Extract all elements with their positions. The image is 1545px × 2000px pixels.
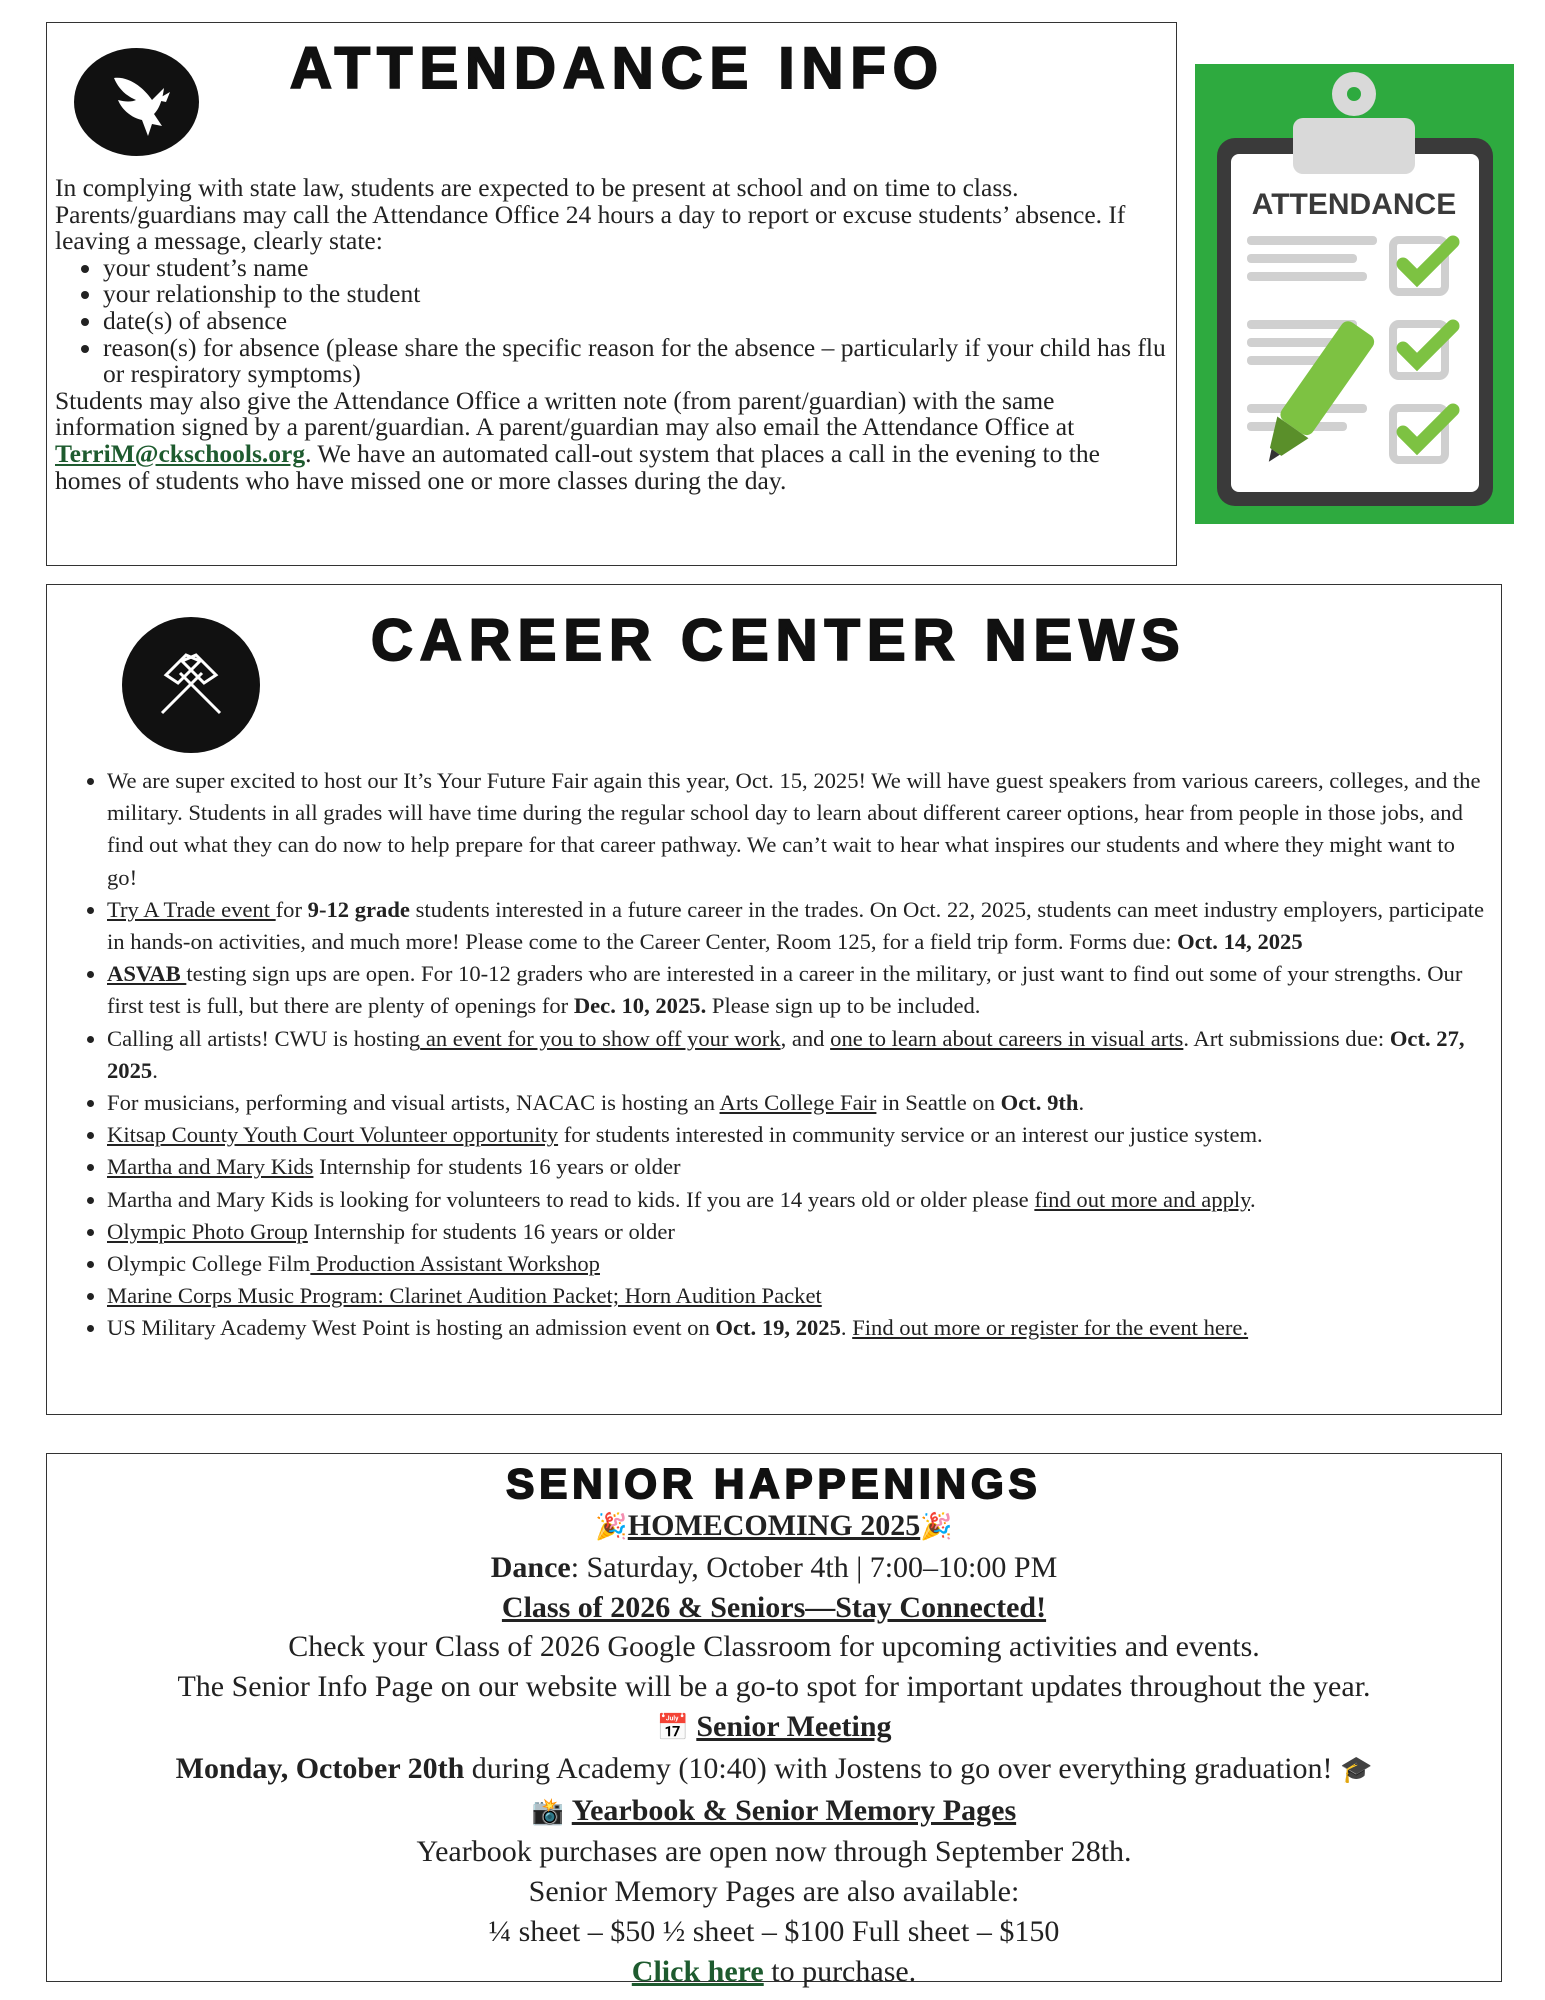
homecoming-title: HOMECOMING 2025 [627, 1509, 921, 1542]
news-text: testing sign ups are open. For 10-12 graders who are interested in a career in the military, or just want to find out some of your strengths. Our first test is full, but there are plenty of openings for [107, 961, 1463, 1019]
eagle-logo-icon [74, 48, 199, 156]
attendance-title: ATTENDANCE INFO [290, 36, 945, 101]
list-item: • your student’s name [103, 255, 1170, 282]
senior-title: SENIOR HAPPENINGS [506, 1460, 1042, 1507]
news-link[interactable]: Olympic Photo Group [107, 1218, 308, 1244]
news-link[interactable]: Kitsap County Youth Court Volunteer opportunity [107, 1122, 559, 1148]
news-text: Olympic College Film [107, 1251, 311, 1277]
career-news-item [107, 1312, 1487, 1344]
news-text: Oct. 19, 2025 [715, 1315, 841, 1341]
meeting-line [47, 1749, 1501, 1791]
career-news-item [107, 1119, 1487, 1151]
party-popper-icon: 🎉 [920, 1512, 953, 1542]
outro-text: . We have an automated call-out system that places a call in the evening to the homes of students who have missed one or more classes during the day. [55, 438, 1100, 495]
clipboard-label: ATTENDANCE [1251, 188, 1457, 221]
news-text: 9-12 grade [307, 896, 410, 922]
classroom-text: Check your Class of 2026 Google Classroom for upcoming activities and events. [288, 1630, 1260, 1664]
dance-text: : Saturday, October 4th | 7:00–10:00 PM [570, 1550, 1058, 1584]
list-item: • your relationship to the student [103, 281, 1170, 308]
yearbook-title: Yearbook & Senior Memory Pages [571, 1793, 1017, 1827]
news-text: . Art submissions due: [1183, 1025, 1390, 1051]
stay-connected-heading [47, 1588, 1501, 1628]
senior-meeting-heading [47, 1707, 1501, 1749]
career-news-item [107, 1087, 1487, 1119]
yearbook-text: Yearbook purchases are open now through September 28th. [416, 1835, 1132, 1869]
news-text: . [152, 1057, 158, 1083]
news-text: for [275, 896, 308, 922]
attendance-section [46, 22, 1177, 566]
news-link[interactable]: Production Assistant Workshop [310, 1251, 600, 1277]
news-text: Please sign up to be included. [706, 993, 981, 1019]
purchase-text: to purchase. [763, 1954, 917, 1988]
news-text: . [1078, 1090, 1085, 1116]
attendance-bullets [55, 252, 1170, 389]
stay-connected-title: Class of 2026 & Seniors—Stay Connected! [501, 1590, 1047, 1624]
news-link[interactable]: ASVAB [107, 961, 187, 987]
attendance-body [55, 175, 1170, 494]
career-news-item [107, 1023, 1487, 1087]
dance-label: Dance [490, 1550, 571, 1584]
career-news-item [107, 958, 1487, 1022]
party-popper-icon: 🎉 [595, 1512, 628, 1542]
news-text: Oct. 14, 2025 [1177, 929, 1303, 955]
news-text: Dec. 10, 2025. [573, 993, 707, 1019]
news-text: for students interested in community service or an interest our justice system. [558, 1122, 1263, 1148]
career-news-item [107, 1280, 1487, 1312]
attendance-intro: In complying with state law, students are expected to be present at school and on time to class. Parents/guardians may call the Attendance Office 24 hours a day to report or excuse students’ absence. If leaving a message, clearly state: [55, 173, 1126, 256]
senior-happenings-section [46, 1453, 1502, 1988]
news-text: Martha and Mary Kids is looking for volunteers to read to kids. If you are 14 years old or older please [107, 1186, 1035, 1212]
news-link[interactable]: Martha and Mary Kids [107, 1154, 314, 1180]
news-link[interactable]: an event for you to show off your work [420, 1025, 781, 1051]
outro-text: Students may also give the Attendance Office a written note (from parent/guardian) with the same information signed by a parent/guardian. A parent/guardian may also email the Attendance Office at [55, 385, 1075, 442]
career-news-item [107, 1151, 1487, 1183]
news-text: Oct. 27, 2025 [107, 1025, 1465, 1083]
email-link[interactable]: TerriM@ckschools.org [55, 438, 306, 468]
news-text: students interested in a future career in the trades. On Oct. 22, 2025, students can meet industry employers, participate in hands-on activities, and much more! Please come to the Career Center, Room 125, for a field trip form. Forms due: [107, 896, 1485, 955]
career-news-item [107, 1248, 1487, 1280]
yearbook-heading [47, 1791, 1501, 1833]
news-text: in Seattle on [876, 1090, 1001, 1116]
list-item: • date(s) of absence [103, 308, 1170, 335]
news-text: US Military Academy West Point is hosting an admission event on [107, 1315, 716, 1341]
dance-line [47, 1548, 1501, 1588]
career-news-item [107, 1216, 1487, 1248]
news-text: . [840, 1315, 853, 1341]
career-news-item [107, 894, 1487, 958]
click-here-link[interactable]: Click here [631, 1954, 764, 1988]
homecoming-heading [47, 1506, 1501, 1548]
news-text: Calling all artists! CWU is hosting [107, 1025, 421, 1051]
camera-flash-icon: 📸 [531, 1796, 565, 1827]
news-link[interactable]: Find out more or register for the event here. [852, 1315, 1249, 1341]
info-page-text: The Senior Info Page on our website will be a go-to spot for important updates throughout the year. [177, 1670, 1371, 1704]
attendance-outro [55, 385, 1170, 495]
graduation-cap-icon: 🎓 [1339, 1754, 1373, 1785]
career-title: CAREER CENTER NEWS [371, 608, 1187, 673]
career-news-item [107, 1184, 1487, 1216]
news-text: For musicians, performing and visual artists, NACAC is hosting an [107, 1090, 720, 1116]
calendar-icon: 📅 [656, 1712, 689, 1743]
senior-meeting-title: Senior Meeting [696, 1709, 892, 1743]
meeting-date: Monday, October 20th [175, 1751, 465, 1785]
news-link[interactable]: one to learn about careers in visual arts [830, 1025, 1184, 1051]
career-news-item [107, 765, 1487, 894]
news-link[interactable]: Marine Corps Music Program: Clarinet Audition Packet; Horn Audition Packet [107, 1283, 822, 1309]
news-text: , and [780, 1025, 831, 1051]
hammers-icon [122, 617, 260, 753]
career-center-section [46, 584, 1502, 1415]
news-link[interactable]: find out more and apply [1034, 1186, 1250, 1212]
news-text: . [1250, 1186, 1256, 1212]
memory-text: Senior Memory Pages are also available: [528, 1875, 1020, 1909]
prices-text: ¼ sheet – $50 ½ sheet – $100 Full sheet – $150 [488, 1914, 1060, 1948]
news-text: Internship for students 16 years or older [307, 1218, 675, 1244]
news-link[interactable]: Arts College Fair [719, 1090, 877, 1116]
news-text: We are super excited to host our It’s Your Future Fair again this year, Oct. 15, 2025! We will have guest speakers from various careers, colleges, and the military. Students in all grades will have time during the regular school day to learn about different career options, hear from people in those jobs, and find out what they can do now to help prepare for that career pathway. We can’t wait to hear what inspires our students and where they might want to go! [107, 768, 1481, 890]
news-text: Internship for students 16 years or older [313, 1154, 681, 1180]
list-item: • reason(s) for absence (please share the specific reason for the absence – particularly if your child has flu or respiratory symptoms) [103, 335, 1170, 388]
news-text: Oct. 9th [1000, 1090, 1079, 1116]
purchase-line [47, 1952, 1501, 1992]
attendance-clipboard-image [1195, 64, 1514, 524]
meeting-text: during Academy (10:40) with Jostens to go over everything graduation! [464, 1751, 1340, 1785]
career-news-list [47, 765, 1487, 1345]
news-link[interactable]: Try A Trade event [107, 896, 276, 922]
